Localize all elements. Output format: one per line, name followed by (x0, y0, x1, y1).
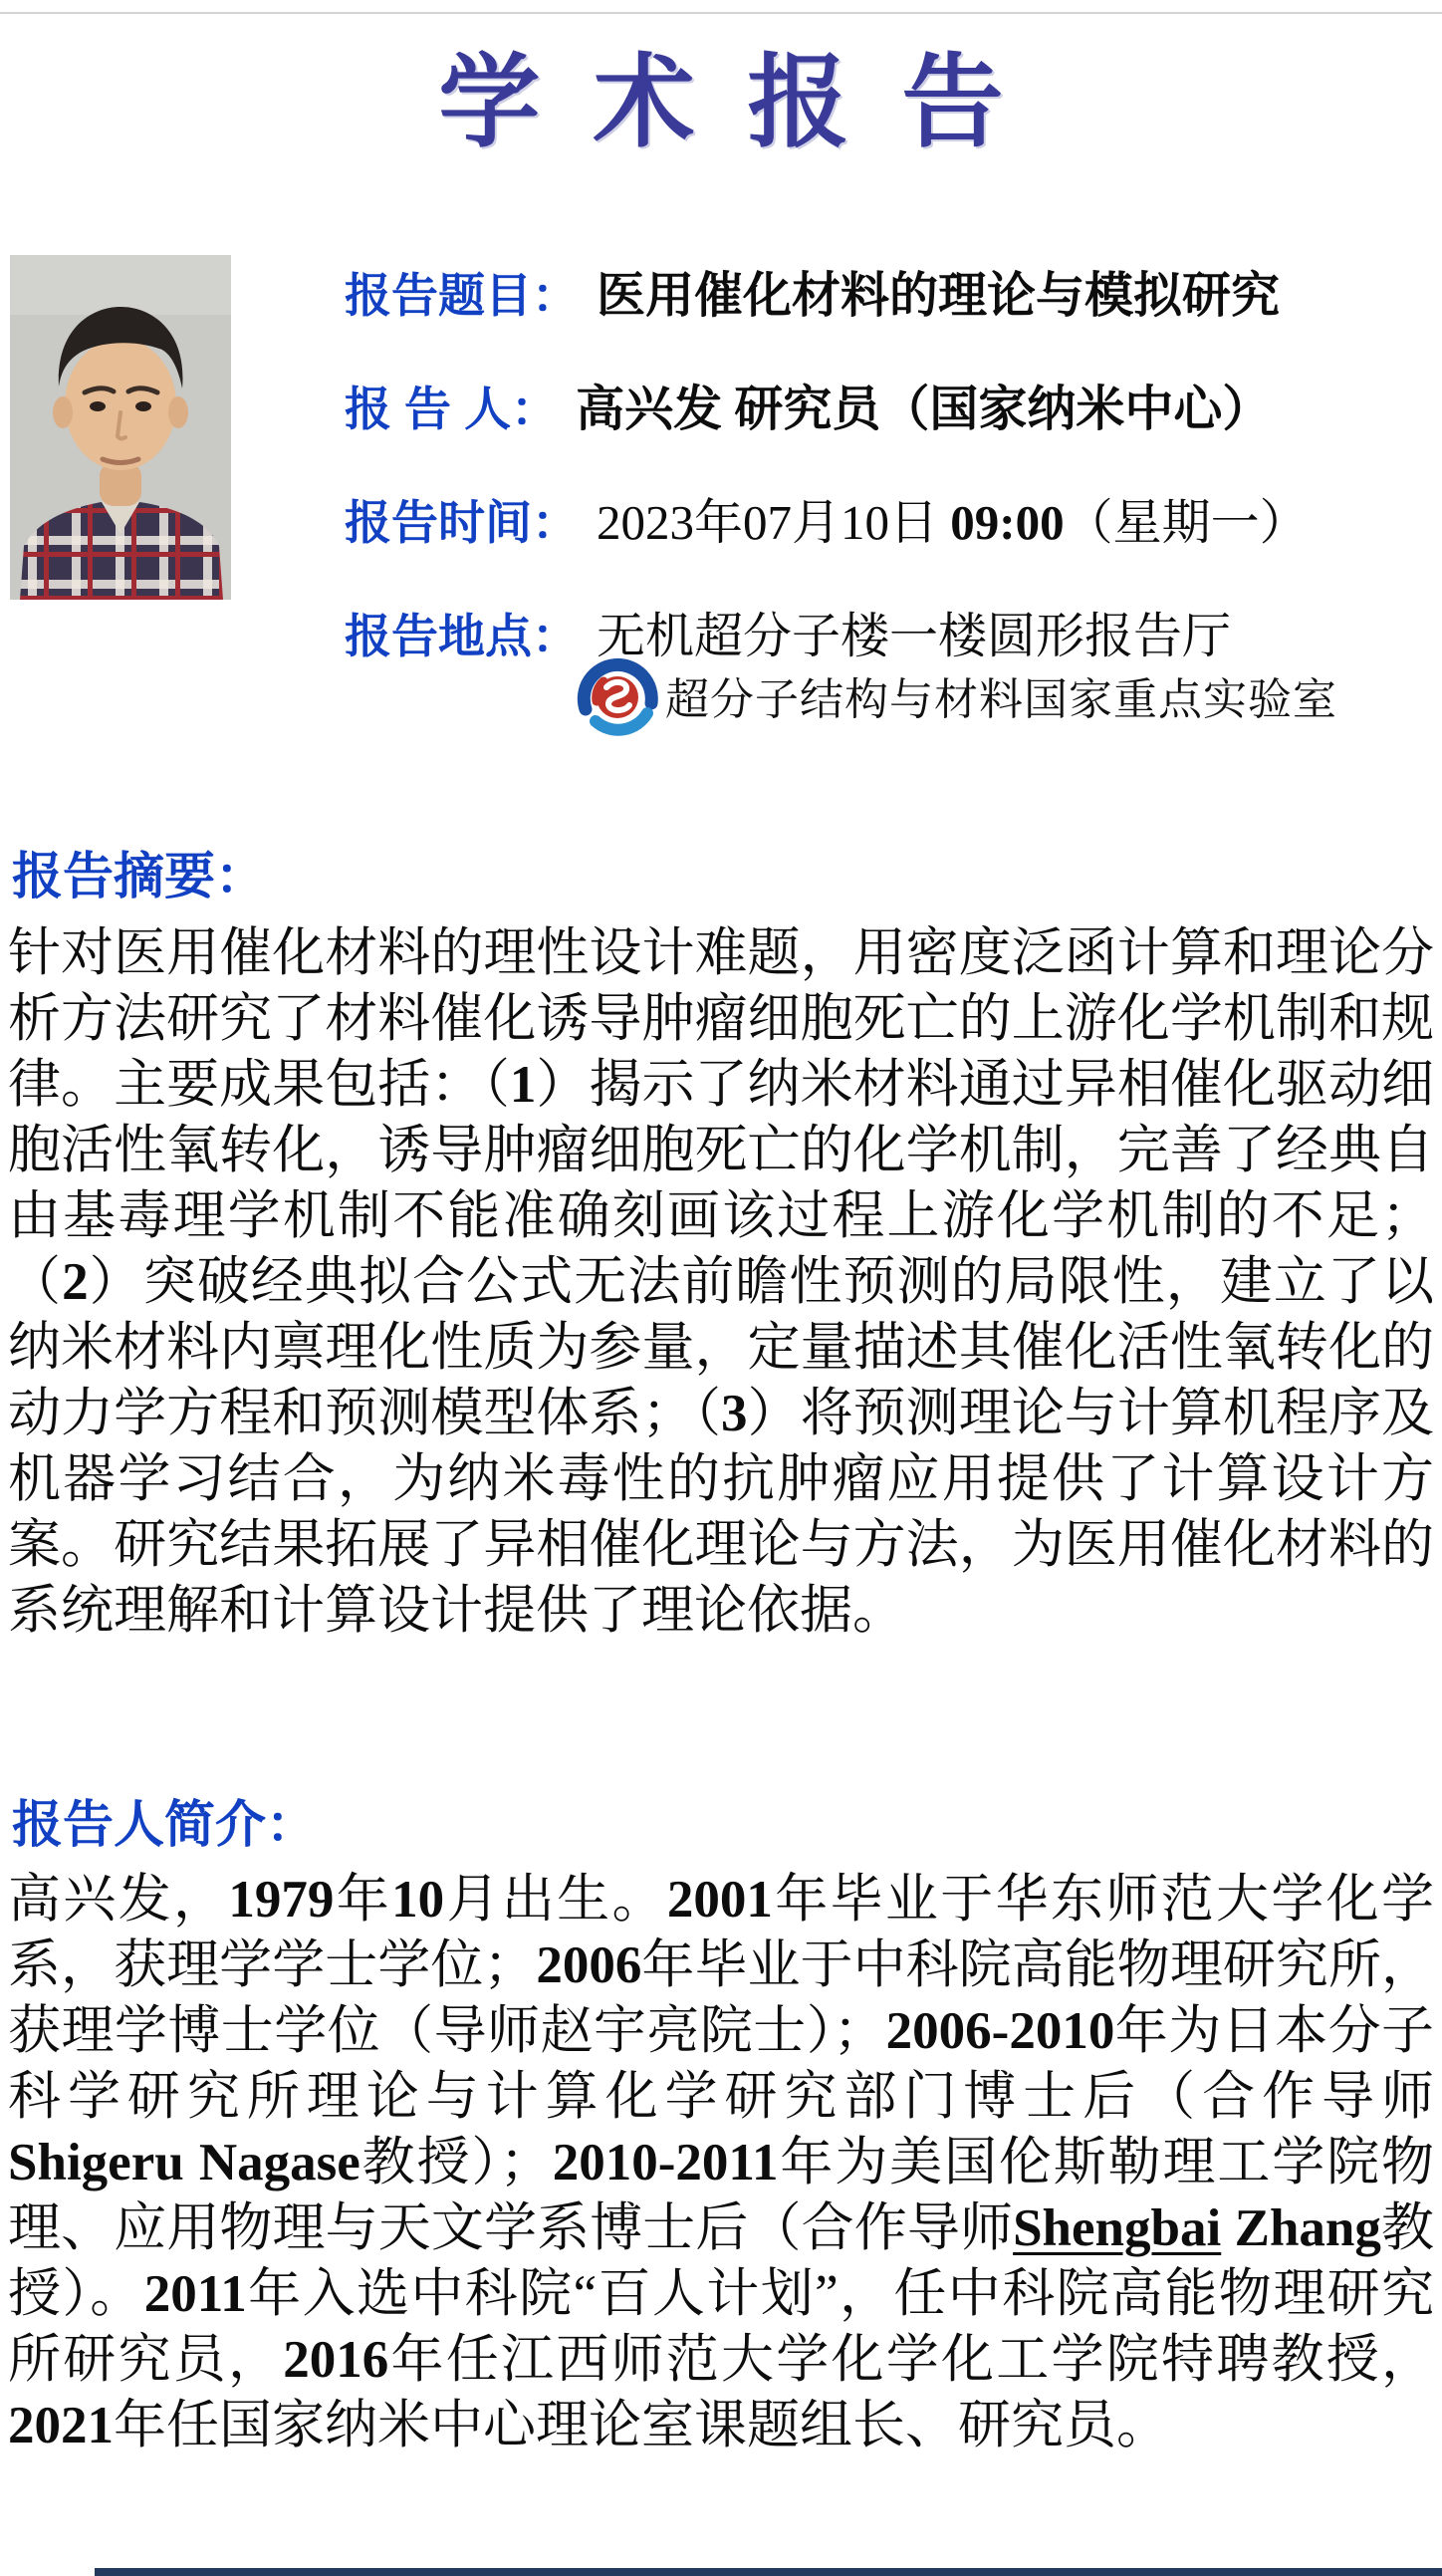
info-row-speaker (345, 371, 1435, 440)
lab-name: 超分子结构与材料国家重点实验室 (665, 675, 1337, 724)
info-block (345, 257, 1435, 711)
bottom-divider (95, 2568, 1442, 2576)
location-label: 报告地点： (345, 610, 579, 662)
abstract-heading: 报告摘要： (12, 848, 267, 904)
page-title: 学术报告 (438, 43, 1057, 162)
topic-value: 医用催化材料的理论与模拟研究 (597, 268, 1281, 323)
lab-banner (574, 649, 1337, 741)
speaker-photo (10, 255, 231, 600)
time-label: 报告时间： (345, 496, 579, 549)
speaker-photo-image (10, 255, 231, 600)
info-row-topic (345, 257, 1435, 327)
info-row-time (345, 484, 1435, 554)
location-value: 无机超分子楼一楼圆形报告厅 (597, 609, 1232, 663)
top-divider (0, 12, 1442, 14)
topic-label: 报告题目： (345, 269, 579, 322)
bio-text: 高兴发，1979年10月出生。2001年毕业于华东师范大学化学系，获理学学士学位；2006年毕业于中科院高能物理研究所，获理学博士学位（导师赵宇亮院士）；2006-2010年为日本分子科学研究所理论与计算化学研究部门博士后（合作导师Shigeru Nagase教授）；2010-2011年为美国伦斯勒理工学院物理、应用物理与天文学系博士后（合作导师Shengbai Zhang教授）。2011年入选中科院“百人计划”，任中科院高能物理研究所研究员，2016年任江西师范大学化学化工学院特聘教授，2021年任国家纳米中心理论室课题组长、研究员。 (8, 1871, 1435, 2454)
bio-heading: 报告人简介： (12, 1796, 318, 1853)
speaker-label: 报 告 人： (345, 383, 559, 435)
time-value: 2023年07月10日 09:00（星期一） (597, 495, 1309, 550)
abstract-text: 针对医用催化材料的理性设计难题，用密度泛函计算和理论分析方法研究了材料催化诱导肿瘤细胞死亡的上游化学机制和规律。主要成果包括：（1）揭示了纳米材料通过异相催化驱动细胞活性氧转化，诱导肿瘤细胞死亡的化学机制，完善了经典自由基毒理学机制不能准确刻画该过程上游化学机制的不足；（2）突破经典拟合公式无法前瞻性预测的局限性，建立了以纳米材料内禀理化性质为参量，定量描述其催化活性氧转化的动力学方程和预测模型体系；（3）将预测理论与计算机程序及机器学习结合，为纳米毒性的抗肿瘤应用提供了计算设计方案。研究结果拓展了异相催化理论与方法，为医用催化材料的系统理解和计算设计提供了理论依据。 (8, 924, 1435, 1640)
speaker-value: 高兴发 研究员（国家纳米中心） (576, 382, 1272, 436)
supramolecular-lab-logo-icon (574, 651, 661, 739)
